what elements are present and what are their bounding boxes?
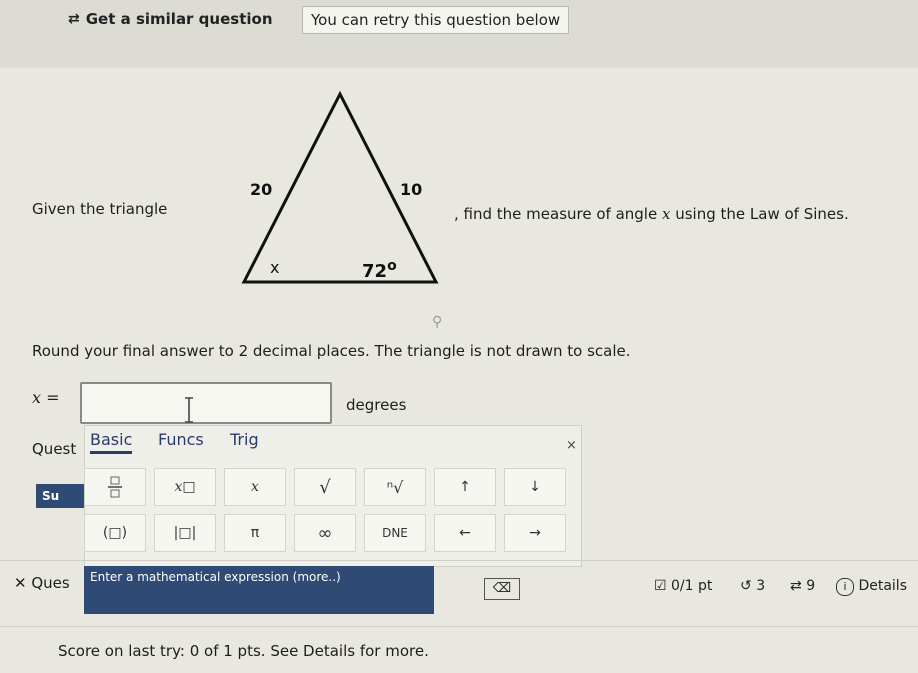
input-tooltip: Enter a mathematical expression (more..) xyxy=(84,566,434,614)
dne-key[interactable]: DNE xyxy=(364,514,426,552)
retry-arrows-icon: ⇄ xyxy=(68,11,80,27)
details-link[interactable]: i Details xyxy=(836,578,907,596)
variable-x-key[interactable]: x xyxy=(224,468,286,506)
attempts-status: ⇄ 9 xyxy=(790,578,816,594)
similar-question-label: Get a similar question xyxy=(85,10,273,28)
question-suffix: , find the measure of angle x using the Law of Sines. xyxy=(454,205,849,223)
pi-key[interactable]: π xyxy=(224,514,286,552)
absolute-value-key[interactable]: |□| xyxy=(154,514,216,552)
arrow-down-key[interactable]: ↓ xyxy=(504,468,566,506)
instructions: Round your final answer to 2 decimal places. The triangle is not drawn to scale. xyxy=(32,342,631,360)
retry-message: You can retry this question below xyxy=(302,6,569,34)
tab-basic[interactable]: Basic xyxy=(90,430,132,454)
parentheses-key[interactable]: (□) xyxy=(84,514,146,552)
magnifier-icon: ⚲ xyxy=(432,314,443,330)
fraction-icon xyxy=(107,475,123,499)
question-help-label: Quest xyxy=(32,440,77,458)
undo-icon: ↺ xyxy=(740,578,752,594)
triangle-angle-known: 72$^o$ xyxy=(362,258,397,282)
info-icon: i xyxy=(836,578,854,596)
retries-status: ↺ 3 xyxy=(740,578,766,594)
footer-divider xyxy=(0,560,918,561)
fraction-key[interactable] xyxy=(84,468,146,506)
sqrt-key[interactable]: √ xyxy=(294,468,356,506)
retry-arrows-icon: ⇄ xyxy=(790,578,802,594)
submit-button-partial[interactable]: Su xyxy=(36,484,88,508)
text-cursor-icon xyxy=(183,396,195,424)
question-prefix: Given the triangle xyxy=(32,200,168,218)
infinity-key[interactable]: ∞ xyxy=(294,514,356,552)
score-message: Score on last try: 0 of 1 pts. See Details for more. xyxy=(58,642,429,660)
backspace-button[interactable]: ⌫ xyxy=(484,578,520,600)
nth-root-key[interactable]: ⁿ√ xyxy=(364,468,426,506)
palette-close-button[interactable]: × xyxy=(566,438,577,453)
triangle-side-right: 10 xyxy=(400,180,423,199)
points-status: ☑ 0/1 pt xyxy=(654,578,713,594)
close-icon: ✕ xyxy=(14,574,27,592)
answer-unit: degrees xyxy=(346,396,407,414)
question-label: ✕ Ques xyxy=(14,574,70,592)
arrow-left-key[interactable]: ← xyxy=(434,514,496,552)
answer-input[interactable] xyxy=(80,382,332,424)
score-divider xyxy=(0,626,918,627)
tab-trig[interactable]: Trig xyxy=(230,430,259,449)
answer-label: x = xyxy=(32,388,60,407)
triangle-angle-variable: x xyxy=(270,258,280,277)
get-similar-question-button[interactable] xyxy=(60,6,281,32)
tab-funcs[interactable]: Funcs xyxy=(158,430,204,449)
checkbox-icon: ☑ xyxy=(654,578,667,594)
triangle-side-left: 20 xyxy=(250,180,273,199)
arrow-right-key[interactable]: → xyxy=(504,514,566,552)
arrow-up-key[interactable]: ↑ xyxy=(434,468,496,506)
power-key[interactable]: x□ xyxy=(154,468,216,506)
